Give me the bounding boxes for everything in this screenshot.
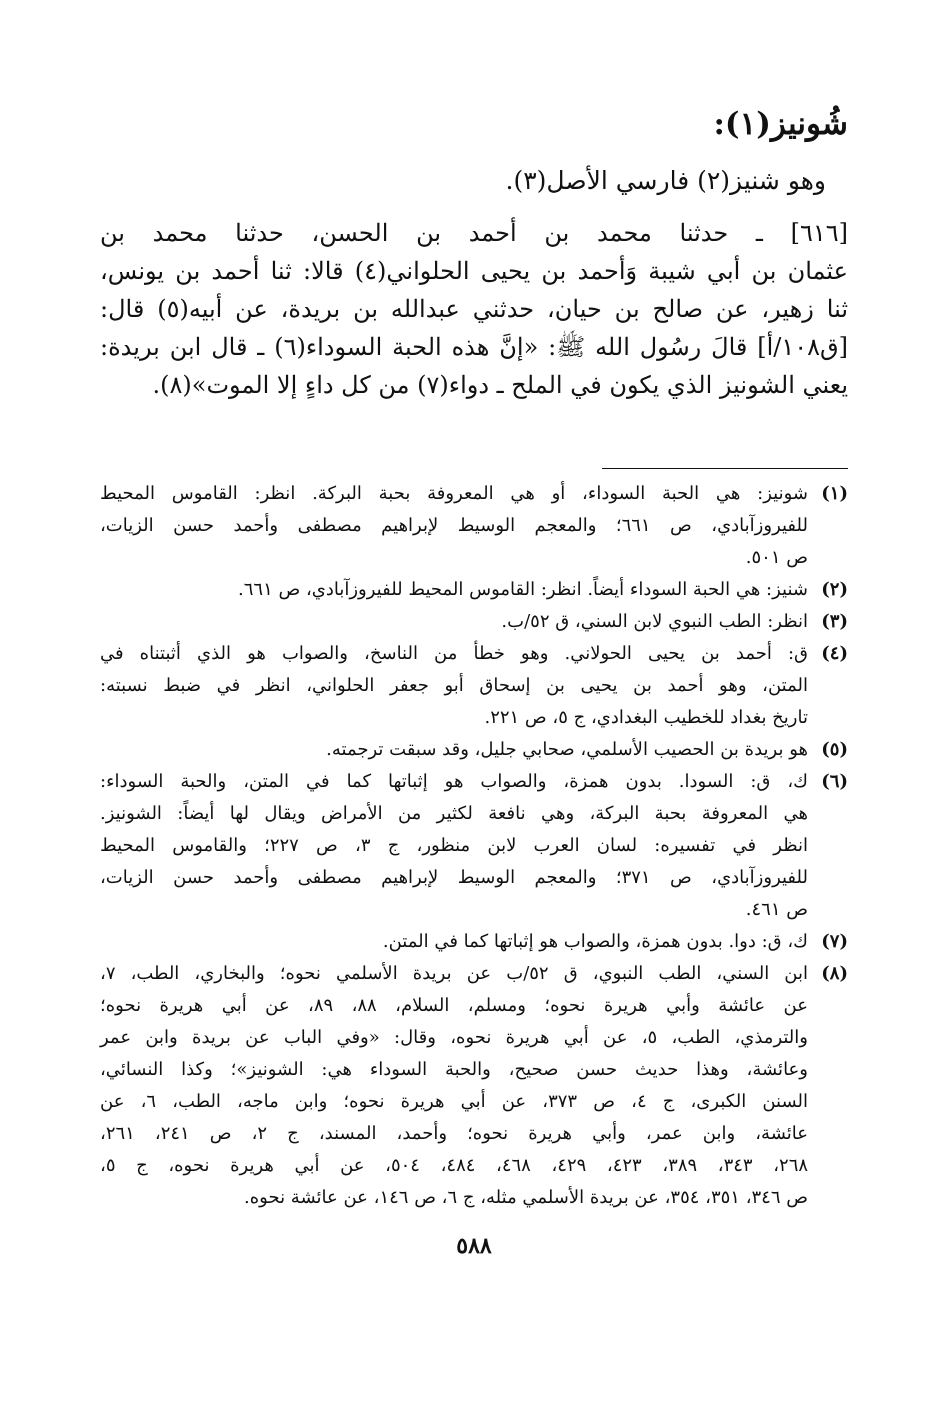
footnote-number: (٣)	[821, 611, 848, 632]
footnote-line: ص ٥٠١.	[745, 547, 808, 568]
footnote-1	[100, 478, 848, 574]
body-line: [٦١٦] ـ حدثنا محمد بن أحمد بن الحسن، حدثنا محمد بن	[100, 219, 848, 247]
footnote-number: (٢)	[821, 579, 848, 600]
footnote-line: هي المعروفة بحبة البركة، وهي نافعة لكثير من الأمراض ويقال لها أيضاً: الشونيز.	[100, 803, 808, 824]
footnote-line: للفيروزآبادي، ص ٣٧١؛ والمعجم الوسيط لإبراهيم مصطفى وأحمد حسن الزيات،	[100, 867, 808, 888]
footnote-line: ص ٤٦١.	[745, 899, 808, 920]
footnote-number: (٧)	[821, 931, 848, 952]
body-line: ثنا زهير، عن صالح بن حيان، حدثني عبدالله بن بريدة، عن أبيه(٥) قال:	[100, 295, 848, 323]
footnote-number: (١)	[821, 483, 848, 504]
footnote-line: للفيروزآبادي، ص ٦٦١؛ والمعجم الوسيط لإبراهيم مصطفى وأحمد حسن الزيات،	[100, 515, 808, 536]
footnote-line: شنيز: هي الحبة السوداء أيضاً. انظر: القاموس المحيط للفيروزآبادي، ص ٦٦١.	[238, 579, 808, 600]
page-number: ٥٨٨	[456, 1233, 492, 1259]
footnote-line: عن عائشة وأبي هريرة نحوه؛ ومسلم، السلام، ٨٨، ٨٩، عن أبي هريرة نحوه؛	[100, 995, 808, 1016]
footnote-3	[100, 606, 848, 638]
footnote-8	[100, 958, 848, 1214]
footnote-line: والترمذي، الطب، ٥، عن أبي هريرة نحوه، وقال: «وفي الباب عن بريدة وابن عمر	[100, 1027, 808, 1048]
footnote-line: السنن الكبرى، ج ٤، ص ٣٧٣، عن أبي هريرة نحوه؛ وابن ماجه، الطب، ٦، عن	[100, 1091, 808, 1112]
footnote-line: انظر: الطب النبوي لابن السني، ق ٥٢/ب.	[501, 611, 808, 632]
book-page	[100, 100, 848, 1300]
footnote-number: (٥)	[821, 739, 848, 760]
footnote-line: ك، ق: دوا. بدون همزة، والصواب هو إثباتها كما في المتن.	[382, 931, 808, 952]
footnote-6	[100, 766, 848, 926]
footnote-number: (٨)	[821, 963, 848, 984]
footnote-line: عائشة، وابن عمر، وأبي هريرة نحوه؛ وأحمد، المسند، ج ٢، ص ٢٤١، ٢٦١،	[100, 1123, 809, 1144]
body-line: عثمان بن أبي شيبة وَأحمد بن يحيى الحلواني(٤) قالا: ثنا أحمد بن يونس،	[100, 257, 848, 285]
footnote-line: المتن، وهو أحمد بن يحيى بن إسحاق أبو جعفر الحلواني، انظر في ضبط نسبته:	[100, 675, 808, 696]
footnote-number: (٦)	[821, 771, 848, 792]
body-line: [ق١٠٨/أ] قالَ رسُول الله ﷺ: «إنَّ هذه الحبة السوداء(٦) ـ قال ابن بريدة:	[100, 333, 848, 361]
footnote-2	[100, 574, 848, 606]
footnote-7	[100, 926, 848, 958]
entry-title: شُونيز(١):	[713, 106, 848, 142]
entry-subtitle: وهو شنيز(٢) فارسي الأصل(٣).	[505, 166, 826, 195]
footnote-divider	[602, 468, 848, 469]
footnote-line: هو بريدة بن الحصيب الأسلمي، صحابي جليل، وقد سبقت ترجمته.	[326, 739, 808, 760]
body-line: يعني الشونيز الذي يكون في الملح ـ دواء(٧) من كل داءٍ إلا الموت»(٨).	[152, 371, 848, 399]
footnote-line: ك، ق: السودا. بدون همزة، والصواب هو إثباتها كما في المتن، والحبة السوداء:	[100, 771, 808, 792]
footnote-line: ص ٣٤٦، ٣٥١، ٣٥٤، عن بريدة الأسلمي مثله، ج ٦، ص ١٤٦، عن عائشة نحوه.	[244, 1187, 808, 1208]
footnotes	[100, 478, 848, 1214]
footnote-line: ٢٦٨، ٣٤٣، ٣٨٩، ٤٢٣، ٤٢٩، ٤٦٨، ٤٨٤، ٥٠٤، عن أبي هريرة نحوه، ج ٥،	[100, 1155, 809, 1176]
footnote-number: (٤)	[821, 643, 848, 664]
footnote-line: تاريخ بغداد للخطيب البغدادي، ج ٥، ص ٢٢١.	[484, 707, 808, 728]
footnote-line: شونيز: هي الحبة السوداء، أو هي المعروفة بحبة البركة. انظر: القاموس المحيط	[100, 483, 808, 504]
footnote-4	[100, 638, 848, 734]
footnote-line: ق: أحمد بن يحيى الحولاني. وهو خطأ من الناسخ، والصواب هو الذي أثبتناه في	[100, 643, 808, 664]
footnote-line: وعائشة، وهذا حديث حسن صحيح، والحبة السوداء هي: الشونيز»؛ وكذا النسائي،	[100, 1059, 808, 1080]
hadith-text	[100, 214, 848, 404]
footnote-5	[100, 734, 848, 766]
footnote-line: انظر في تفسيره: لسان العرب لابن منظور، ج ٣، ص ٢٢٧؛ والقاموس المحيط	[100, 835, 809, 856]
footnote-line: ابن السني، الطب النبوي، ق ٥٢/ب عن بريدة الأسلمي نحوه؛ والبخاري، الطب، ٧،	[100, 963, 809, 984]
